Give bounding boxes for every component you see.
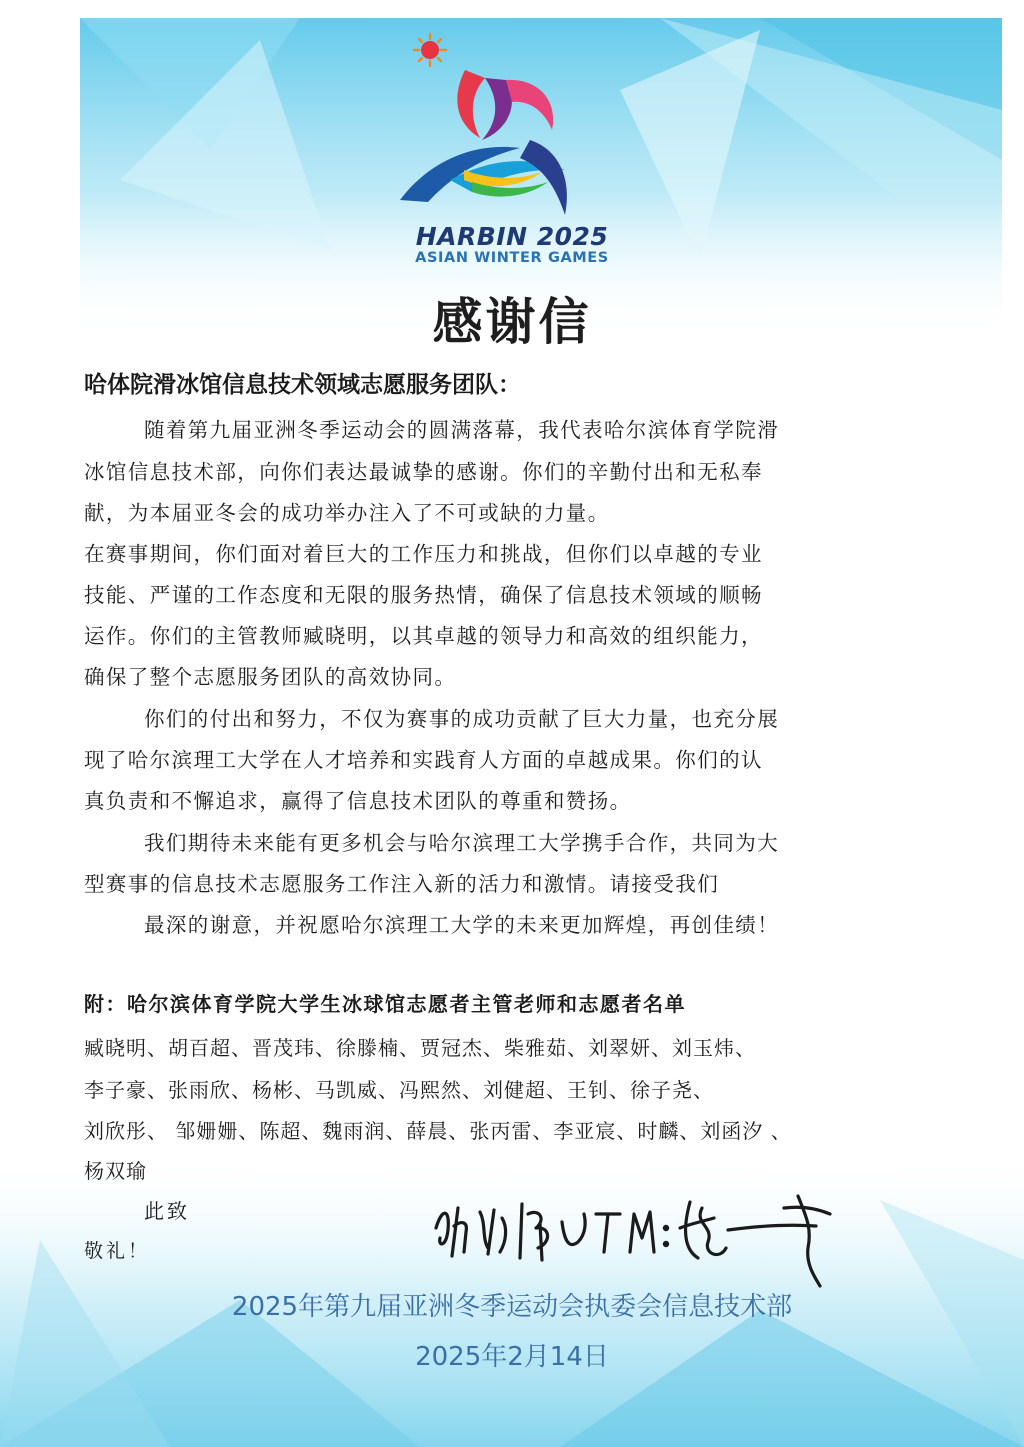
closing-salute: 敬礼！ (84, 1240, 151, 1262)
volunteer-names-line: 李子豪、张雨欣、杨彬、马凯威、冯熙然、刘健超、王钊、徐子尧、 (84, 1078, 714, 1102)
handwritten-signature (428, 1168, 858, 1288)
volunteer-names-line: 杨双瑜 (84, 1159, 147, 1183)
harbin-2025-emblem-icon (380, 30, 610, 220)
body-line: 型赛事的信息技术志愿服务工作注入新的活力和激情。请接受我们 (84, 872, 720, 896)
letter-date: 2025年2月14日 (415, 1342, 609, 1372)
body-line: 技能、严谨的工作态度和无限的服务热情，确保了信息技术领域的顺畅 (84, 583, 763, 607)
body-line: 运作。你们的主管教师臧晓明，以其卓越的领导力和高效的组织能力， (84, 624, 763, 648)
body-line: 确保了整个志愿服务团队的高效协同。 (84, 665, 457, 689)
body-line: 真负责和不懈追求，赢得了信息技术团队的尊重和赞扬。 (84, 789, 632, 813)
volunteer-names-line: 臧晓明、胡百超、晋茂玮、徐滕楠、贾冠杰、柴雅茹、刘翠妍、刘玉炜、 (84, 1036, 756, 1060)
brand-subtitle: ASIAN WINTER GAMES (415, 250, 609, 266)
salutation: 哈体院滑冰馆信息技术领域志愿服务团队： (84, 372, 521, 398)
letter-title: 感谢信 (432, 293, 592, 351)
closing-greeting: 此致 (144, 1199, 190, 1223)
sender-department: 2025年第九届亚洲冬季运动会执委会信息技术部 (231, 1292, 793, 1322)
body-line: 随着第九届亚洲冬季运动会的圆满落幕，我代表哈尔滨体育学院滑 (144, 418, 780, 442)
brand-name: HARBIN 2025 (415, 222, 609, 251)
appendix-title: 附：哈尔滨体育学院大学生冰球馆志愿者主管老师和志愿者名单 (84, 992, 686, 1016)
body-line: 你们的付出和努力，不仅为赛事的成功贡献了巨大力量，也充分展 (144, 707, 780, 731)
body-line: 献，为本届亚冬会的成功举办注入了不可或缺的力量。 (84, 501, 610, 525)
body-line: 冰馆信息技术部，向你们表达最诚挚的感谢。你们的辛勤付出和无私奉 (84, 460, 763, 484)
sun-snowflake-icon (414, 34, 446, 66)
body-line: 最深的谢意，并祝愿哈尔滨理工大学的未来更加辉煌，再创佳绩！ (144, 913, 780, 937)
volunteer-names-line: 刘欣彤、 邹姗姗、陈超、魏雨润、薛晨、张丙雷、李亚宸、时麟、刘函汐 、 (84, 1119, 792, 1143)
body-line: 现了哈尔滨理工大学在人才培养和实践育人方面的卓越成果。你们的认 (84, 748, 763, 772)
body-line: 在赛事期间，你们面对着巨大的工作压力和挑战，但你们以卓越的专业 (84, 542, 763, 566)
body-line: 我们期待未来能有更多机会与哈尔滨理工大学携手合作，共同为大 (144, 831, 780, 855)
